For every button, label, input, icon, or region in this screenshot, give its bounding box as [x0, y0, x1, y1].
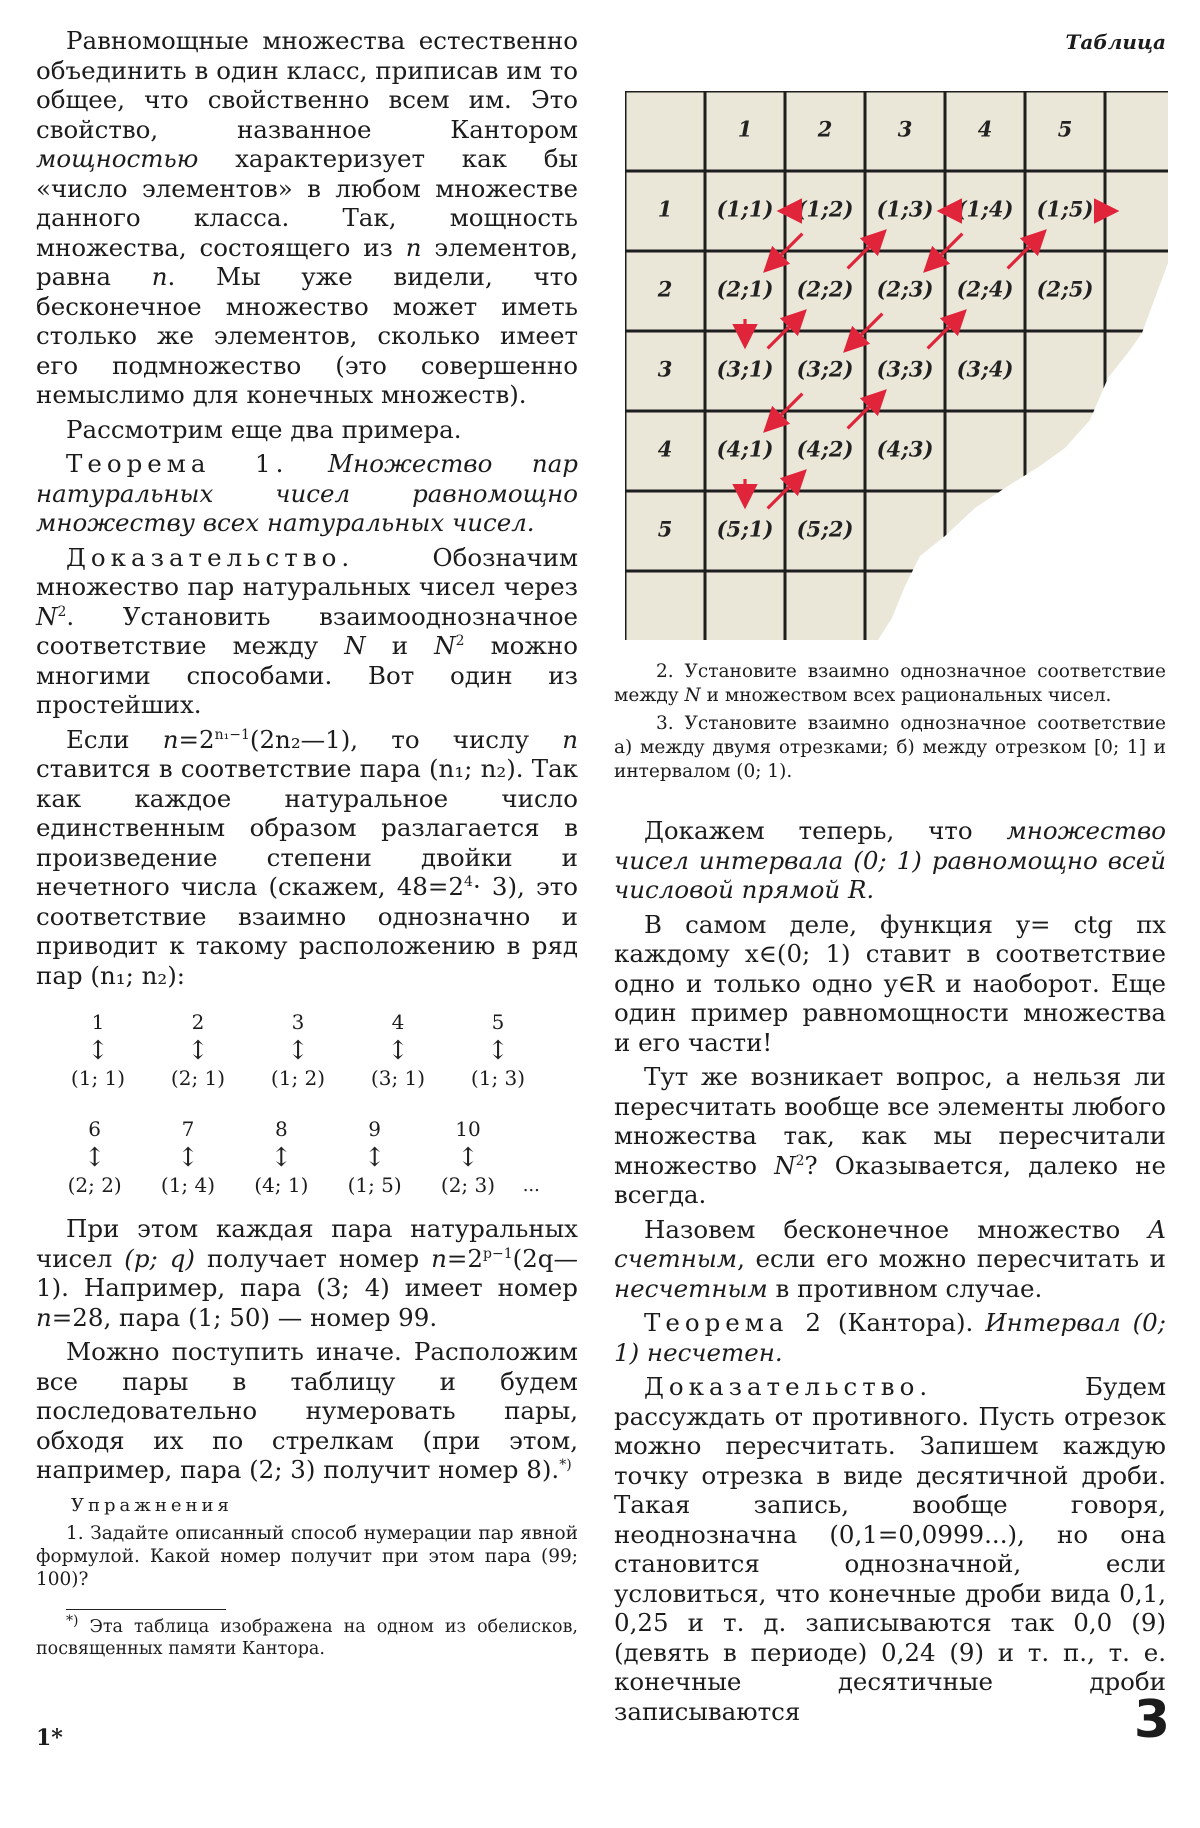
cantor-pairs-table — [620, 88, 1168, 640]
pair-cell: (1;1) — [716, 196, 774, 222]
left-column — [36, 26, 578, 1665]
double-arrow-icon: ↕ — [457, 1142, 479, 1173]
footnote-rule — [66, 1609, 226, 1610]
col-header: 3 — [897, 116, 913, 142]
corr-cell: 8 ↕ (4; 1) — [254, 1117, 309, 1197]
pair-cell: (2;1) — [716, 276, 774, 302]
table-label: Таблица — [1065, 30, 1166, 54]
exercise-2: 2. Установите взаимно однозначное соответствие между N и множеством всех рациональных чисел. — [614, 661, 1166, 706]
double-arrow-icon: ↕ — [363, 1142, 386, 1173]
double-arrow-icon: ↕ — [287, 1035, 309, 1066]
pair-cell: (3;3) — [876, 356, 934, 382]
pair-cell: (3;1) — [716, 356, 774, 382]
proof-1: Доказательство. Обозначим множество пар натуральных чисел через $N^2$. Установить взаимооднозначное соответствие между N и $N^2$ можно многими способами. Вот один из простейших. — [36, 542, 578, 719]
paragraph-question: Тут же возникает вопрос, а нельзя ли пересчитать вообще все элементы любого множества так, как мы пересчитали множество $N^2$? Оказывается, далеко не всегда. — [614, 1062, 1166, 1209]
pair-cell: (1;4) — [956, 196, 1014, 222]
correspondence-row-2 — [48, 1115, 548, 1200]
row-header: 5 — [657, 516, 673, 542]
paragraph-numbering: При этом каждая пара натуральных чисел (p; q) получает номер $n=2^{p-1}(2q—1)$. Например, пара (3; 4) имеет номер n=28, пара (1; 50) — номер 99. — [36, 1214, 578, 1332]
paragraph-interval-equivalent: Докажем теперь, что множество чисел интервала (0; 1) равномощно всей числовой прямой R. — [614, 816, 1166, 904]
row-header: 4 — [657, 436, 673, 462]
double-arrow-icon: ↕ — [387, 1035, 409, 1066]
theorem-2: Теорема 2 (Кантора). Интервал (0; 1) несчетен. — [614, 1308, 1167, 1367]
pair-cell: (4;1) — [716, 436, 774, 462]
double-arrow-icon: ↕ — [187, 1035, 209, 1066]
pair-cell: (5;1) — [716, 516, 774, 542]
double-arrow-icon: ↕ — [270, 1142, 293, 1173]
paragraph-formula: Если $n=2^{n_1-1}(2n_2—1)$, то числу n ставится в соответствие пара (n₁; n₂). Так как каждое натуральное число единственным образом разлагается в произведение степени двойки и нечетного числа (скажем, $48=2^4\cdot 3$), это соответствие взаимно однозначно и приводит к такому расположению в ряд пар (n₁; n₂): — [36, 724, 578, 990]
pair-cell: (1;2) — [796, 196, 854, 222]
pair-cell: (3;2) — [796, 356, 854, 382]
row-header: 3 — [657, 356, 673, 382]
pair-cell: (2;3) — [876, 276, 934, 302]
double-arrow-icon: ↕ — [177, 1142, 199, 1173]
double-arrow-icon: ↕ — [83, 1142, 106, 1173]
paragraph-countable-def: Назовем бесконечное множество A счетным, если его можно пересчитать и несчетным в противном случае. — [614, 1214, 1166, 1303]
col-header: 2 — [817, 116, 833, 142]
pair-cell: (5;2) — [796, 516, 854, 542]
correspondence-row-1 — [48, 1008, 548, 1093]
paragraph-cotangent: В самом деле, функция y= ctg πx каждому x∈(0; 1) ставит в соответствие одно и только одно y∈R и наоборот. Еще один пример равномощности множества и его части! — [614, 909, 1166, 1057]
pair-cell: (4;2) — [796, 436, 854, 462]
pair-cell: (4;3) — [876, 436, 934, 462]
theorem-1: Теорема 1. Множество пар натуральных чисел равномощно множеству всех натуральных чисел. — [36, 449, 578, 537]
pair-cell: (3;4) — [956, 356, 1014, 382]
footnote: *) Эта таблица изображена на одном из обелисков, посвященных памяти Кантора. — [36, 1613, 578, 1659]
corr-cell: 4 ↕ (3; 1) — [370, 1010, 426, 1090]
proof-2: Доказательство. Будем рассуждать от противного. Пусть отрезок можно пересчитать. Запишем каждую точку отрезка в виде десятичной дроби. Такая запись, вообще говоря, неоднозначна (0,1=0,0999...), но она становится однозначной, если условиться, что конечные дроби вида 0,1, 0,25 и т. д. записываются так 0,0 (9) (девять в периоде) 0,24 (9) и т. п., т. е. конечные десятичные дроби записываются — [614, 1372, 1166, 1726]
col-header: 4 — [977, 116, 993, 142]
corr-cell: 3 ↕ (1; 2) — [270, 1010, 326, 1090]
corr-cell: 9 ↕ (1; 5) — [347, 1117, 402, 1197]
pair-cell: (2;4) — [956, 276, 1014, 302]
corr-cell: 7 ↕ (1; 4) — [160, 1117, 216, 1197]
row-header: 1 — [657, 196, 673, 222]
pair-cell: (1;3) — [876, 196, 934, 222]
pair-cell: (1;5) — [1036, 196, 1094, 222]
page-number: 3 — [1133, 1690, 1170, 1750]
corr-cell: 5 ↕ (1; 3) — [470, 1010, 526, 1090]
double-arrow-icon: ↕ — [487, 1035, 509, 1066]
exercise-1: 1. Задайте описанный способ нумерации пар явной формулой. Какой номер получит при этом пара (99; 100)? — [36, 1523, 578, 1590]
corr-cell: 10 ↕ (2; 3) — [440, 1117, 496, 1197]
paragraph-table-method: Можно поступить иначе. Расположим все пары в таблицу и будем последовательно нумеровать пары, обходя их по стрелкам (при этом, например, пара (2; 3) получит номер 8).*) — [36, 1337, 578, 1484]
exercises-heading: Упражнения — [71, 1494, 233, 1516]
col-header: 1 — [737, 116, 753, 142]
paragraph-cardinality: Равномощные множества естественно объединить в один класс, приписав им то общее, что свойственно всем им. Это свойство, названное Кантором мощностью характеризует как бы «число элементов» в любом множестве данного класса. Так, мощность множества, состоящего из n элементов, равна n. Мы уже видели, что бесконечное множество может иметь столько же элементов, сколько имеет его подмножество (это совершенно немыслимо для конечных множеств). — [36, 26, 578, 409]
pair-cell: (2;5) — [1036, 276, 1094, 302]
corr-cell: 6 ↕ (2; 2) — [67, 1117, 122, 1197]
double-arrow-icon: ↕ — [87, 1035, 109, 1066]
corr-cell: 1 ↕ (1; 1) — [70, 1010, 126, 1090]
signature-mark: 1* — [36, 1725, 63, 1751]
paragraph-examples: Рассмотрим еще два примера. — [66, 414, 462, 444]
exercises-continued — [614, 660, 1166, 788]
exercise-3: 3. Установите взаимно однозначное соответствие а) между двумя отрезками; б) между отрезком [0; 1] и интервалом (0; 1). — [614, 713, 1166, 782]
row-header: 2 — [657, 276, 673, 302]
col-header: 5 — [1057, 116, 1073, 142]
pair-cell: (2;2) — [796, 276, 854, 302]
corr-cell: 2 ↕ (2; 1) — [170, 1010, 226, 1090]
right-column — [614, 816, 1166, 1731]
corr-ellipsis: ... — [522, 1174, 540, 1196]
